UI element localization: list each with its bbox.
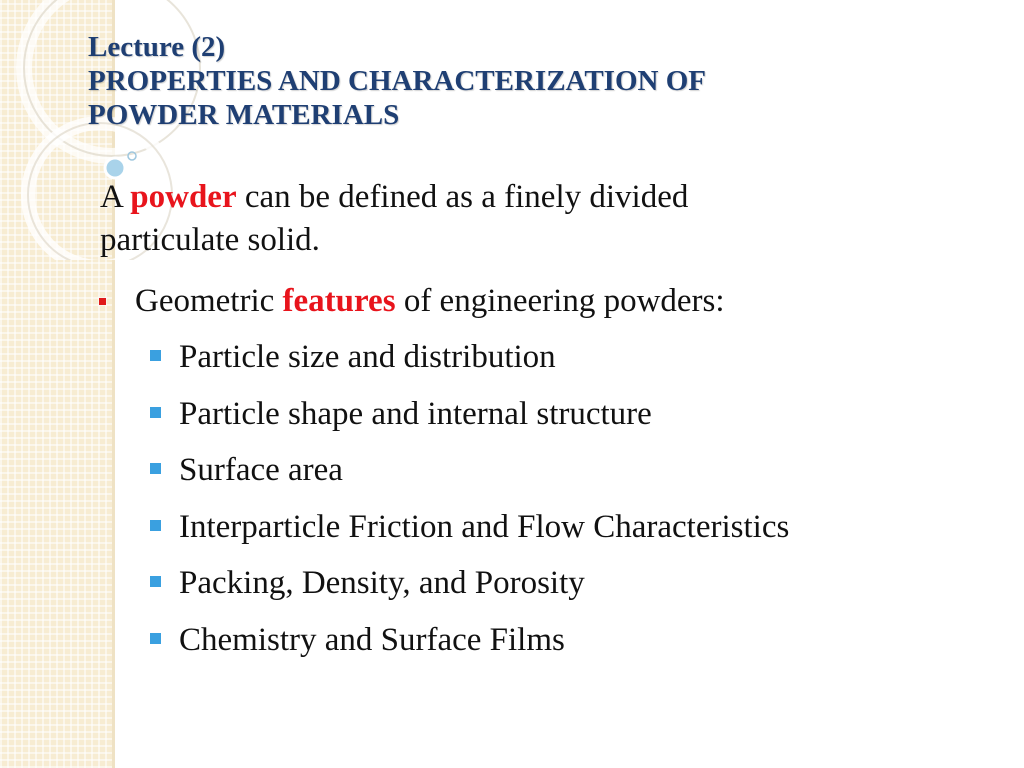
intro-prefix: A: [100, 179, 131, 215]
list-item-text: Chemistry and Surface Films: [179, 621, 565, 658]
list-item-text: Surface area: [179, 452, 343, 488]
list-item-text: Interparticle Friction and Flow Characteristics: [179, 508, 790, 545]
list-item: [150, 448, 789, 505]
blue-square-bullet-icon: [150, 350, 161, 361]
blue-square-bullet-icon: [150, 463, 161, 474]
feature-sublist: [150, 335, 789, 674]
title-line-2: PROPERTIES AND CHARACTERIZATION OF: [88, 65, 706, 97]
blue-square-bullet-icon: [150, 520, 161, 531]
list-item: [150, 392, 789, 449]
title-line-3: POWDER MATERIALS: [88, 99, 400, 131]
slide-title: [88, 30, 888, 132]
list-item-text: Packing, Density, and Porosity: [179, 565, 585, 601]
level1-bullet-text: [135, 280, 725, 323]
list-item: [150, 561, 789, 618]
level1-suffix: of engineering powders:: [395, 283, 725, 319]
intro-highlight-powder: powder: [130, 179, 237, 215]
list-item-text: Particle shape and internal structure: [179, 395, 652, 432]
red-square-bullet-icon: [99, 298, 106, 305]
blue-square-bullet-icon: [150, 407, 161, 418]
level1-prefix: Geometric: [135, 283, 283, 319]
blue-square-bullet-icon: [150, 633, 161, 644]
list-item: [150, 618, 789, 675]
title-line-1: Lecture (2): [88, 31, 226, 63]
blue-square-bullet-icon: [150, 576, 161, 587]
list-item-text: Particle size and distribution: [179, 339, 556, 375]
list-item: [150, 505, 789, 562]
level1-highlight-features: features: [282, 283, 396, 319]
list-item: [150, 335, 789, 392]
intro-line-2: particulate solid.: [100, 222, 320, 258]
intro-suffix: can be defined as a finely divided: [236, 179, 689, 215]
intro-paragraph: [100, 176, 1000, 262]
